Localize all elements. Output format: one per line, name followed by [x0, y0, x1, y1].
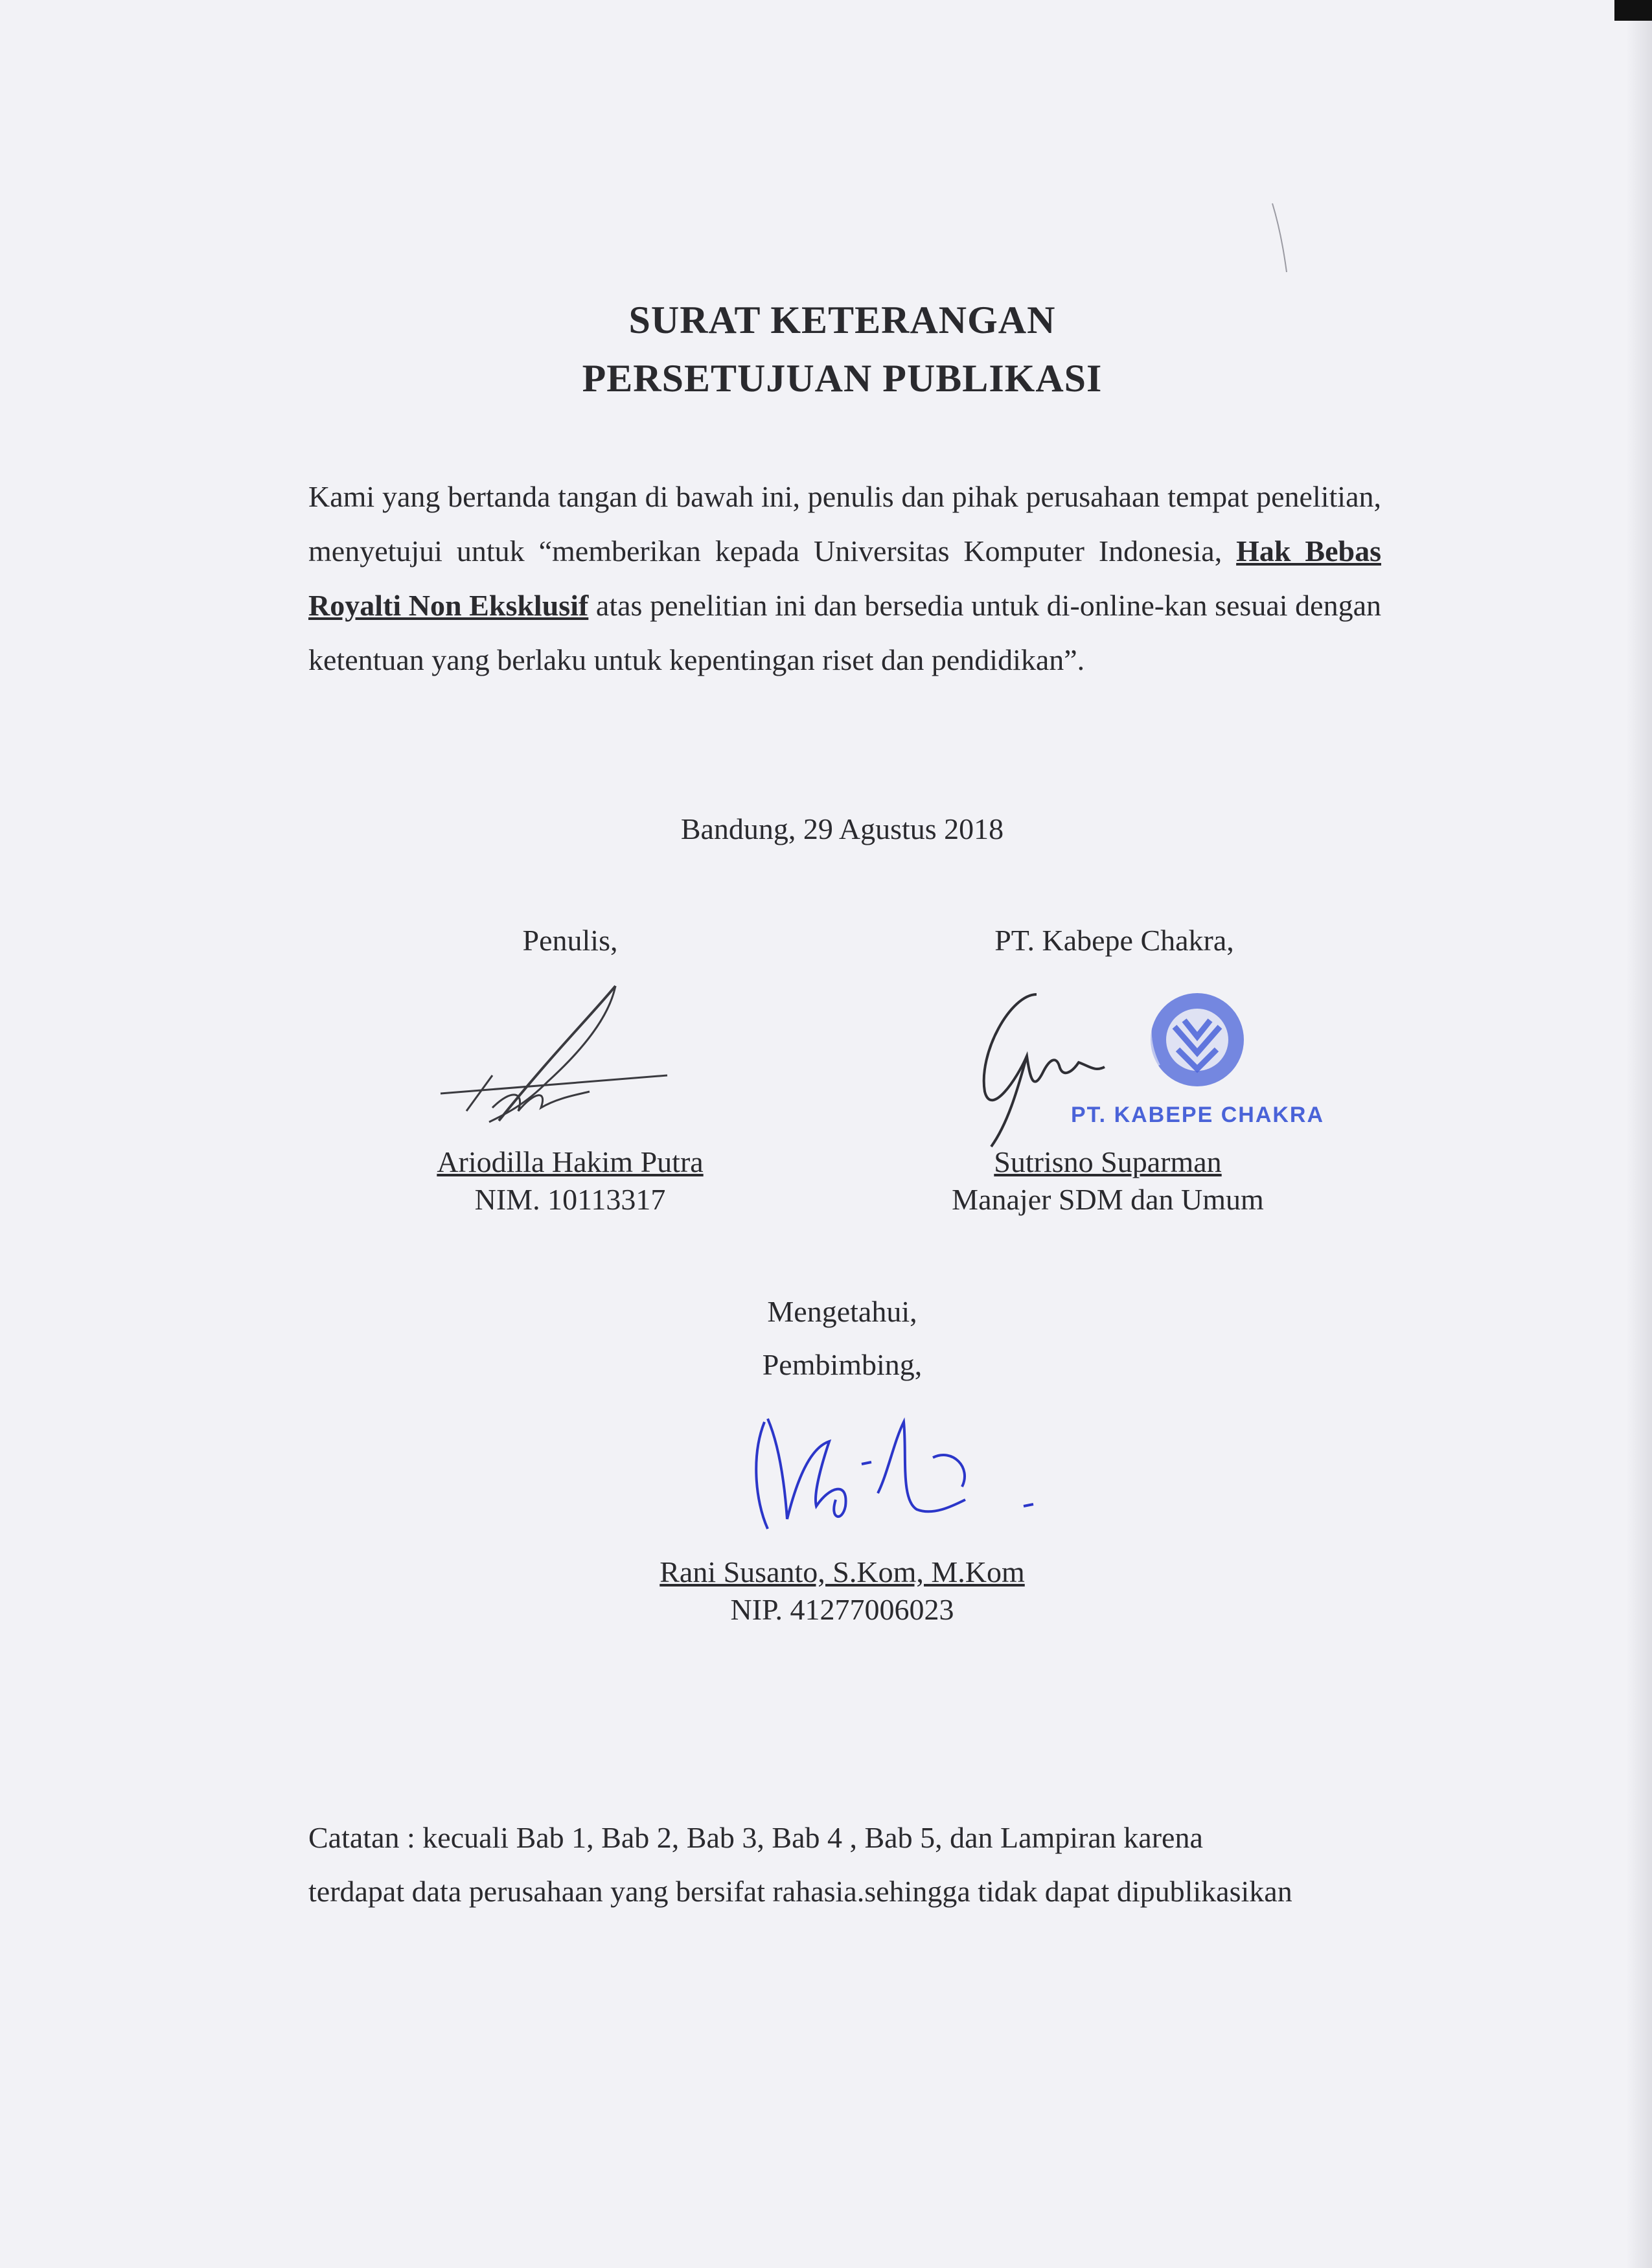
acknowledge-label: Mengetahui,	[767, 1295, 917, 1328]
author-name: Ariodilla Hakim Putra	[437, 1145, 704, 1178]
letter-title-line2: PERSETUJUAN PUBLIKASI	[582, 357, 1103, 400]
company-signatory-name: Sutrisno Suparman	[994, 1145, 1222, 1178]
advisor-role: Pembimbing,	[762, 1348, 923, 1381]
scan-edge-mark	[1614, 0, 1652, 21]
place-date: Bandung, 29 Agustus 2018	[680, 812, 1004, 845]
company-signatory-position: Manajer SDM dan Umum	[952, 1183, 1264, 1216]
paragraph-text-after: atas penelitian ini dan bersedia untuk di-online-kan sesuai dengan ketentuan yang berlaku untuk kepentingan riset dan pendidikan”.	[308, 589, 1381, 676]
scan-stray-mark	[1270, 201, 1296, 279]
advisor-signature	[739, 1403, 1062, 1545]
author-signature	[428, 978, 674, 1134]
consent-paragraph	[308, 470, 1381, 687]
author-id: NIM. 10113317	[474, 1183, 666, 1216]
company-stamp-icon	[1139, 988, 1256, 1098]
company-role: PT. Kabepe Chakra,	[994, 924, 1234, 957]
paragraph-text-before: Kami yang bertanda tangan di bawah ini, penulis dan pihak perusahaan tempat penelitian, menyetujui untuk “memberikan kepada Universitas Komputer Indonesia,	[308, 480, 1381, 567]
note-line2: terdapat data perusahaan yang bersifat rahasia.sehingga tidak dapat dipublikasikan	[308, 1875, 1292, 1908]
note-line1: Catatan : kecuali Bab 1, Bab 2, Bab 3, Bab 4 , Bab 5, dan Lampiran karena	[308, 1821, 1203, 1854]
letter-title-line1: SURAT KETERANGAN	[628, 299, 1056, 341]
royalty-free-emphasis: Hak Bebas Royalti Non Eksklusif	[308, 534, 1381, 622]
advisor-name: Rani Susanto, S.Kom, M.Kom	[660, 1555, 1025, 1588]
author-role: Penulis,	[522, 924, 618, 957]
company-stamp-text: PT. KABEPE CHAKRA	[1071, 1103, 1325, 1127]
advisor-id: NIP. 41277006023	[730, 1593, 954, 1626]
